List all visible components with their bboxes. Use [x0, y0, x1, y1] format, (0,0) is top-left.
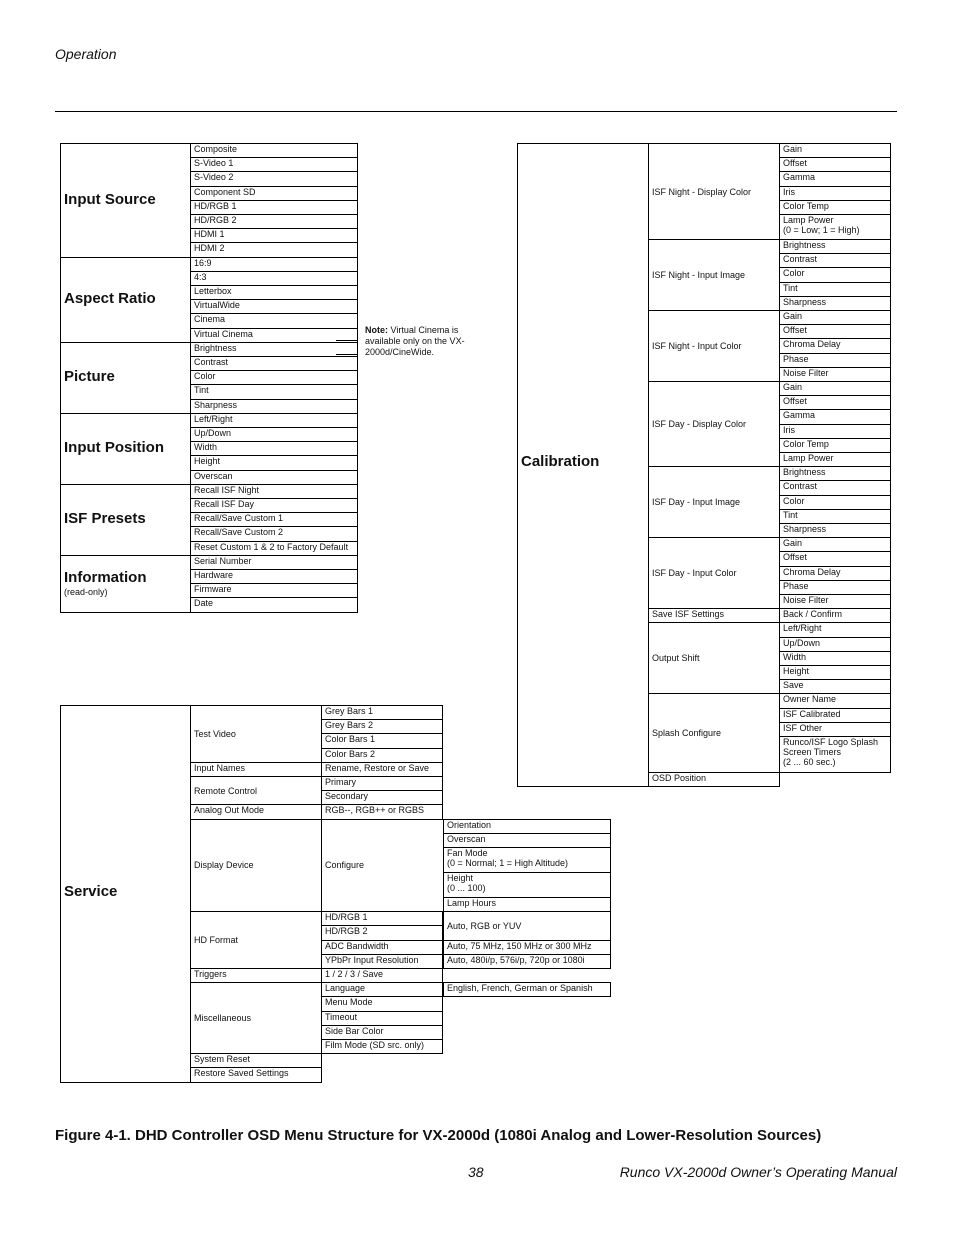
menu-item: Serial Number [190, 555, 358, 570]
configure-item: Overscan [443, 833, 611, 848]
service-item: Language [321, 982, 443, 997]
configure-item: Fan Mode (0 = Normal; 1 = High Altitude) [443, 847, 611, 873]
calibration-item: ISF Calibrated [779, 708, 891, 723]
calibration-item: Gamma [779, 171, 891, 186]
menu-item: HDMI 2 [190, 242, 358, 257]
service-item: Color Bars 2 [321, 748, 443, 763]
hd-format-value: Auto, 75 MHz, 150 MHz or 300 MHz [443, 940, 611, 955]
menu-item: Composite [190, 143, 358, 158]
menu-item: Up/Down [190, 427, 358, 442]
service-system-reset: System Reset [190, 1053, 322, 1068]
menu-category-sublabel: (read-only) [64, 587, 108, 598]
menu-item: HD/RGB 1 [190, 200, 358, 215]
calibration-item: Height [779, 665, 891, 680]
menu-item: 16:9 [190, 257, 358, 272]
hd-format-value: Auto, RGB or YUV [443, 911, 611, 940]
calibration-group-isf-day-display-color: ISF Day - Display Color [648, 381, 780, 467]
calibration-item: Back / Confirm [779, 608, 891, 623]
service-item: Primary [321, 776, 443, 791]
calibration-item: Runco/ISF Logo Splash Screen Timers (2 ... 60 sec.) [779, 736, 891, 773]
menu-item: Cinema [190, 313, 358, 328]
calibration-item: ISF Other [779, 722, 891, 737]
menu-item: Tint [190, 384, 358, 399]
calibration-item: Color [779, 267, 891, 282]
calibration-item: Contrast [779, 480, 891, 495]
service-triggers: Triggers [190, 968, 322, 983]
service-item: Grey Bars 2 [321, 719, 443, 734]
menu-category-picture: Picture [64, 368, 115, 386]
figure-caption: Figure 4-1. DHD Controller OSD Menu Structure for VX-2000d (1080i Analog and Lower-Resolution Sources) [55, 1127, 822, 1144]
calibration-item: Noise Filter [779, 594, 891, 609]
menu-item: Virtual Cinema [190, 328, 358, 343]
service-item: Timeout [321, 1011, 443, 1026]
calibration-group-output-shift: Output Shift [648, 622, 780, 694]
service-remote-control: Remote Control [190, 776, 322, 805]
configure-item: Orientation [443, 819, 611, 834]
menu-item: HDMI 1 [190, 228, 358, 243]
note-text: Virtual Cinema is available only on the VX-2000d/CineWide. [365, 325, 465, 357]
note-pointer [336, 340, 358, 341]
service-item: Menu Mode [321, 996, 443, 1011]
calibration-item: Color Temp [779, 200, 891, 215]
calibration-item: Sharpness [779, 296, 891, 311]
service-test-video: Test Video [190, 705, 322, 763]
hd-format-value: Auto, 480i/p, 576i/p, 720p or 1080i [443, 954, 611, 969]
menu-item: Component SD [190, 186, 358, 201]
calibration-item: Lamp Power [779, 452, 891, 467]
menu-item: Brightness [190, 342, 358, 357]
menu-item: Date [190, 597, 358, 612]
header-rule [55, 111, 897, 112]
service-hd-format: HD Format [190, 911, 322, 969]
calibration-item: Gain [779, 310, 891, 325]
calibration-item: Offset [779, 324, 891, 339]
service-miscellaneous: Miscellaneous [190, 982, 322, 1054]
menu-category-service: Service [64, 883, 118, 901]
calibration-group-save-isf-settings: Save ISF Settings [648, 608, 780, 623]
page-number: 38 [468, 1164, 484, 1180]
calibration-item: Offset [779, 157, 891, 172]
hd-format-item: ADC Bandwidth [321, 940, 443, 955]
menu-item: Letterbox [190, 285, 358, 300]
menu-item: Firmware [190, 583, 358, 598]
service-item: 1 / 2 / 3 / Save [321, 968, 443, 983]
service-display-device: Display Device [190, 819, 322, 913]
calibration-item: Tint [779, 509, 891, 524]
calibration-item: Tint [779, 282, 891, 297]
menu-item: Reset Custom 1 & 2 to Factory Default [190, 541, 358, 556]
note-label: Note: [365, 325, 388, 335]
language-value: English, French, German or Spanish [443, 982, 611, 997]
menu-item: VirtualWide [190, 299, 358, 314]
configure-item: Lamp Hours [443, 897, 611, 912]
calibration-item: Color Temp [779, 438, 891, 453]
service-item: Film Mode (SD src. only) [321, 1039, 443, 1054]
calibration-group-isf-night-input-color: ISF Night - Input Color [648, 310, 780, 382]
calibration-item: Gain [779, 537, 891, 552]
menu-item: HD/RGB 2 [190, 214, 358, 229]
calibration-item: Save [779, 679, 891, 694]
service-input-names: Input Names [190, 762, 322, 777]
calibration-group-isf-day-input-image: ISF Day - Input Image [648, 466, 780, 538]
service-item: RGB--, RGB++ or RGBS [321, 804, 443, 819]
service-item: Secondary [321, 790, 443, 805]
menu-item: Sharpness [190, 399, 358, 414]
menu-category-information: Information [64, 569, 147, 587]
virtual-cinema-note [365, 325, 485, 358]
menu-item: Hardware [190, 569, 358, 584]
calibration-item: Phase [779, 580, 891, 595]
configure-item: Height (0 ... 100) [443, 872, 611, 898]
calibration-item: Offset [779, 551, 891, 566]
menu-item: Recall ISF Day [190, 498, 358, 513]
calibration-item: Owner Name [779, 693, 891, 708]
service-item: Rename, Restore or Save [321, 762, 443, 777]
calibration-group-isf-night-display-color: ISF Night - Display Color [648, 143, 780, 240]
menu-item: S-Video 1 [190, 157, 358, 172]
hd-format-item: YPbPr Input Resolution [321, 954, 443, 969]
calibration-group-splash-configure: Splash Configure [648, 693, 780, 772]
hd-format-item: HD/RGB 2 [321, 925, 443, 940]
menu-item: Overscan [190, 470, 358, 485]
menu-item: 4:3 [190, 271, 358, 286]
calibration-item: Phase [779, 353, 891, 368]
note-pointer [336, 354, 358, 355]
calibration-item: Chroma Delay [779, 338, 891, 353]
section-header: Operation [55, 46, 117, 62]
calibration-group-osd-position: OSD Position [648, 772, 780, 787]
menu-item: Recall/Save Custom 1 [190, 512, 358, 527]
calibration-group-isf-night-input-image: ISF Night - Input Image [648, 239, 780, 311]
calibration-item: Iris [779, 424, 891, 439]
calibration-item: Offset [779, 395, 891, 410]
menu-item: Left/Right [190, 413, 358, 428]
menu-item: S-Video 2 [190, 171, 358, 186]
calibration-item: Chroma Delay [779, 566, 891, 581]
calibration-item: Gain [779, 381, 891, 396]
calibration-item: Gamma [779, 409, 891, 424]
calibration-item: Brightness [779, 239, 891, 254]
calibration-item: Gain [779, 143, 891, 158]
calibration-item: Iris [779, 186, 891, 201]
calibration-item: Color [779, 495, 891, 510]
service-item: Grey Bars 1 [321, 705, 443, 720]
calibration-item: Sharpness [779, 523, 891, 538]
calibration-item: Up/Down [779, 637, 891, 652]
calibration-item: Contrast [779, 253, 891, 268]
menu-item: Recall ISF Night [190, 484, 358, 499]
menu-item: Contrast [190, 356, 358, 371]
service-restore-saved-settings: Restore Saved Settings [190, 1067, 322, 1082]
calibration-item: Noise Filter [779, 367, 891, 382]
service-item: Side Bar Color [321, 1025, 443, 1040]
menu-category-input-position: Input Position [64, 439, 164, 457]
menu-category-calibration: Calibration [521, 452, 600, 470]
menu-item: Recall/Save Custom 2 [190, 526, 358, 541]
manual-title: Runco VX-2000d Owner’s Operating Manual [619, 1164, 897, 1180]
calibration-item: Lamp Power (0 = Low; 1 = High) [779, 214, 891, 240]
menu-item: Height [190, 455, 358, 470]
hd-format-item: HD/RGB 1 [321, 911, 443, 926]
calibration-item: Left/Right [779, 622, 891, 637]
menu-category-isf-presets: ISF Presets [64, 510, 146, 528]
service-analog-out-mode: Analog Out Mode [190, 804, 322, 819]
menu-item: Width [190, 441, 358, 456]
menu-category-aspect-ratio: Aspect Ratio [64, 290, 156, 308]
calibration-item: Width [779, 651, 891, 666]
service-configure: Configure [321, 819, 444, 913]
calibration-item: Brightness [779, 466, 891, 481]
calibration-group-isf-day-input-color: ISF Day - Input Color [648, 537, 780, 609]
menu-category-input-source: Input Source [64, 190, 156, 208]
service-item: Color Bars 1 [321, 733, 443, 748]
menu-item: Color [190, 370, 358, 385]
